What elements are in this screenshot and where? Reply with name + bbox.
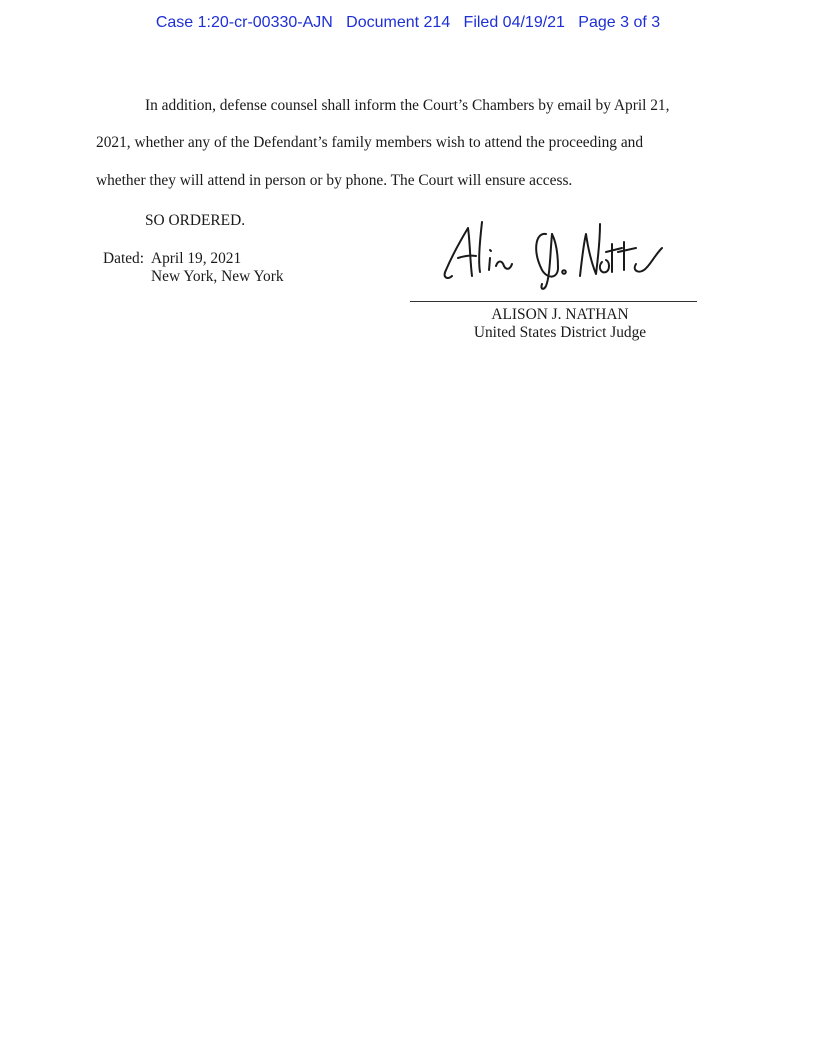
case-header: Case 1:20-cr-00330-AJN Document 214 Filed 04/19/21 Page 3 of 3	[155, 14, 661, 31]
dated-row	[103, 250, 284, 268]
dated-label: Dated:	[103, 250, 145, 267]
paragraph-line: 2021, whether any of the Defendant’s family members wish to attend the proceeding and	[96, 134, 644, 151]
signer-title: United States District Judge	[473, 324, 647, 341]
signer-block	[410, 306, 710, 342]
dated-location: New York, New York	[151, 268, 284, 285]
paragraph-line: In addition, defense counsel shall inform the Court’s Chambers by email by April 21,	[145, 97, 670, 114]
dated-block	[103, 250, 284, 286]
so-ordered-text: SO ORDERED.	[145, 212, 246, 229]
paragraph-line: whether they will attend in person or by phone. The Court will ensure access.	[96, 172, 573, 189]
signer-name: ALISON J. NATHAN	[491, 306, 629, 323]
signature-line	[410, 301, 697, 302]
dated-date: April 19, 2021	[151, 250, 242, 267]
handwritten-signature	[440, 214, 670, 294]
